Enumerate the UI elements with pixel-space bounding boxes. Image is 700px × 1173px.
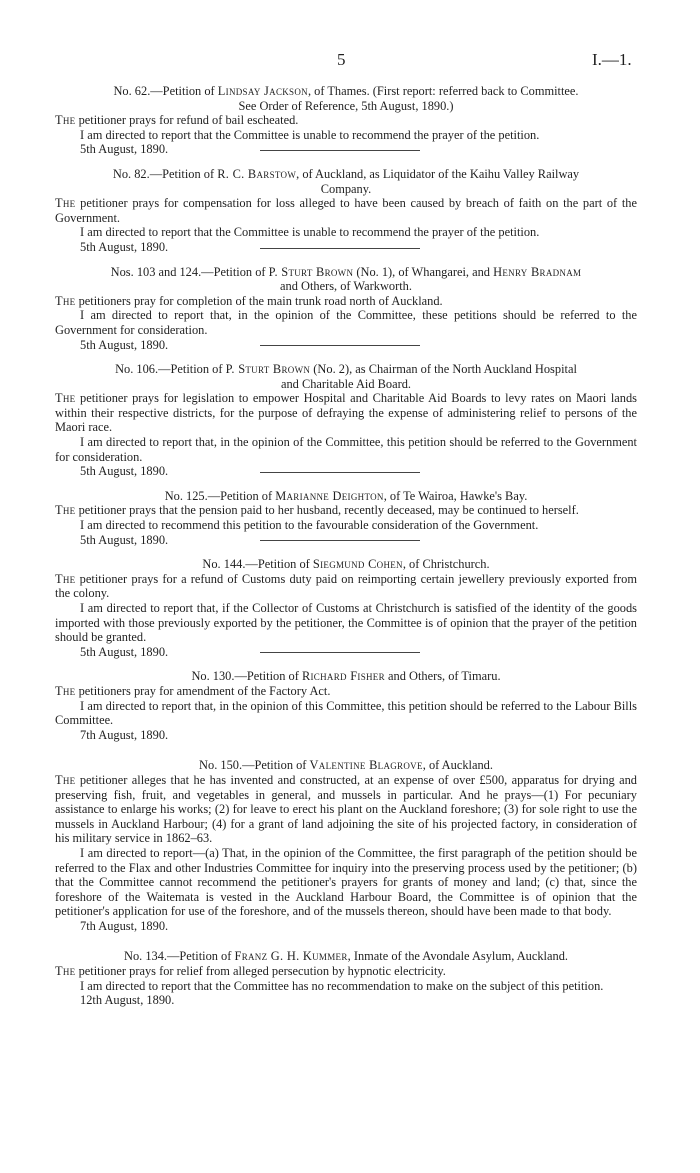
petition-title: No. 125.—Petition of Marianne Deighton, of Te Wairoa, Hawke's Bay. — [164, 488, 528, 503]
petitioner-name: Lindsay Jackson — [217, 84, 308, 98]
divider — [260, 345, 420, 346]
petitioner-name: Siegmund Cohen — [312, 557, 403, 572]
petitioner-name: Valentine Blagrove — [309, 758, 423, 773]
petition-body: The petitioner alleges that he has invented and constructed, at an expense of over £500, apparatus for drying and preserving fish, fruit, and vegetables in general, and mussels in particular. And he prays—(1) For pecuniary assistance to enlarge his works; (2) for leave to erect his plant on the Auckland foreshore; (3) for sole right to use the mussels in Auckland Harbour; (4) for a grant of land adjoining the site of his projected factory, in consideration of his military service in 1862–63. I am directed to report—(a) That, in the opinion of the Committee, the first paragraph of the petition should be referred to the Flax and other Industries Committee for inquiry into the preserving process used by the petitioner; (b) that the Committee cannot recommend the petitioner's prayers for grants of money and land; (c) that, since the foreshore of the Waitemata is vested in the Auckland Harbour Board, the Committee is of opinion that the petitioner's application for use of the foreshore, and of the mussels thereon, should have been made to that body. 7th August, 1890. — [55, 772, 637, 933]
petition-title: No. 134.—Petition of Franz G. H. Kummer, Inmate of the Avondale Asylum, Auckland. — [124, 949, 568, 964]
petition-date: 5th August, 1890. — [80, 532, 169, 547]
petition-date: 5th August, 1890. — [80, 464, 169, 479]
petition-body: The petitioners pray for completion of the main trunk road north of Auckland. I am directed to report that, in the opinion of the Committee, these petitions should be referred to the Government for consideration. 5th August, 1890. — [55, 293, 637, 352]
petition-body: The petitioner prays for compensation for loss alleged to have been caused by breach of faith on the part of the Government. I am directed to report that the Committee is unable to recommend the prayer of the petition. 5th August, 1890. — [55, 196, 637, 254]
paper-reference: I.—1. — [592, 50, 632, 69]
petition-entry — [55, 758, 637, 933]
petition-entry — [55, 264, 637, 352]
petition-date: 12th August, 1890. — [80, 993, 175, 1008]
petition-title: No. 106.—Petition of P. Sturt Brown (No. 2), as Chairman of the North Auckland Hospital and Charitable Aid Board. — [115, 362, 577, 391]
petition-body: The petitioner prays for a refund of Customs duty paid on reimporting certain jewellery previously exported from the colony. I am directed to report that, if the Collector of Customs at Christchurch is satisfied of the identity of the goods imported with those previously exported by the petitioner, the Committee is of opinion that the prayer of the petition should be granted. 5th August, 1890. — [55, 571, 637, 659]
petition-body: The petitioner prays for relief from alleged persecution by hypnotic electricity. I am directed to report that the Committee has no recommendation to make on the subject of this petition. 12th August, 1890. — [55, 964, 637, 1008]
petition-title: No. 144.—Petition of Siegmund Cohen, of Christchurch. — [202, 557, 490, 572]
petition-body: The petitioners pray for amendment of the Factory Act. I am directed to report that, in the opinion of this Committee, this petition should be referred to the Labour Bills Committee. 7th August, 1890. — [55, 683, 637, 742]
divider — [260, 150, 420, 151]
divider — [260, 652, 420, 653]
page-number: 5 — [337, 50, 346, 69]
petition-entry — [55, 362, 637, 479]
divider — [260, 248, 420, 249]
petition-date: 5th August, 1890. — [80, 142, 169, 157]
petitioner-name: Richard Fisher — [301, 669, 385, 684]
petition-entry — [55, 949, 637, 1007]
petitioner-name: P. Sturt Brown — [225, 362, 311, 377]
petition-entry — [55, 488, 637, 547]
petition-entry — [55, 557, 637, 659]
divider — [260, 540, 420, 541]
petition-date: 5th August, 1890. — [80, 337, 169, 352]
petition-body: The petitioner prays for refund of bail escheated. I am directed to report that the Committee is unable to recommend the prayer of the petition. 5th August, 1890. — [55, 113, 637, 151]
petition-entry — [55, 166, 637, 254]
petition-title: No. 130.—Petition of Richard Fisher and Others, of Timaru. — [191, 669, 501, 684]
petitioner-name: Franz G. H. Kummer — [234, 949, 348, 964]
petition-date: 5th August, 1890. — [80, 239, 169, 254]
petition-body: The petitioner prays that the pension paid to her husband, recently deceased, may be continued to herself. I am directed to recommend this petition to the favourable consideration of the Government. 5th August, 1890. — [55, 503, 637, 541]
petition-title: No. 150.—Petition of Valentine Blagrove, of Auckland. — [199, 758, 493, 773]
petitioner-name: P. Sturt Brown — [268, 264, 354, 279]
petition-entry — [55, 669, 637, 742]
petitioner-name: Henry Bradnam — [493, 264, 582, 279]
petition-title: Nos. 103 and 124.—Petition of P. Sturt Brown (No. 1), of Whangarei, and Henry Bradnam and Others, of Warkworth. — [110, 264, 582, 294]
petitions-list — [55, 84, 637, 1024]
petition-date: 7th August, 1890. — [80, 918, 169, 933]
petition-date: 7th August, 1890. — [80, 727, 169, 742]
petition-entry — [55, 84, 637, 157]
petition-title: No. 62.—Petition of Lindsay Jackson, of Thames. (First report: referred back to Committee. See Order of Reference, 5th August, 1890.) — [113, 84, 579, 113]
petition-title: No. 82.—Petition of R. C. Barstow, of Auckland, as Liquidator of the Kaihu Valley Railway Company. — [112, 166, 580, 196]
petitioner-name: Marianne Deighton — [275, 488, 384, 503]
petitioner-name: R. C. Barstow — [217, 166, 297, 181]
divider — [260, 472, 420, 473]
petition-date: 5th August, 1890. — [80, 644, 169, 659]
petition-body: The petitioner prays for legislation to empower Hospital and Charitable Aid Boards to levy rates on Maori lands within their respective districts, for the purpose of defraying the expense of administering relief to persons of the Maori race. I am directed to report that, in the opinion of the Committee, this petition should be referred to the Government for consideration. 5th August, 1890. — [55, 391, 637, 479]
